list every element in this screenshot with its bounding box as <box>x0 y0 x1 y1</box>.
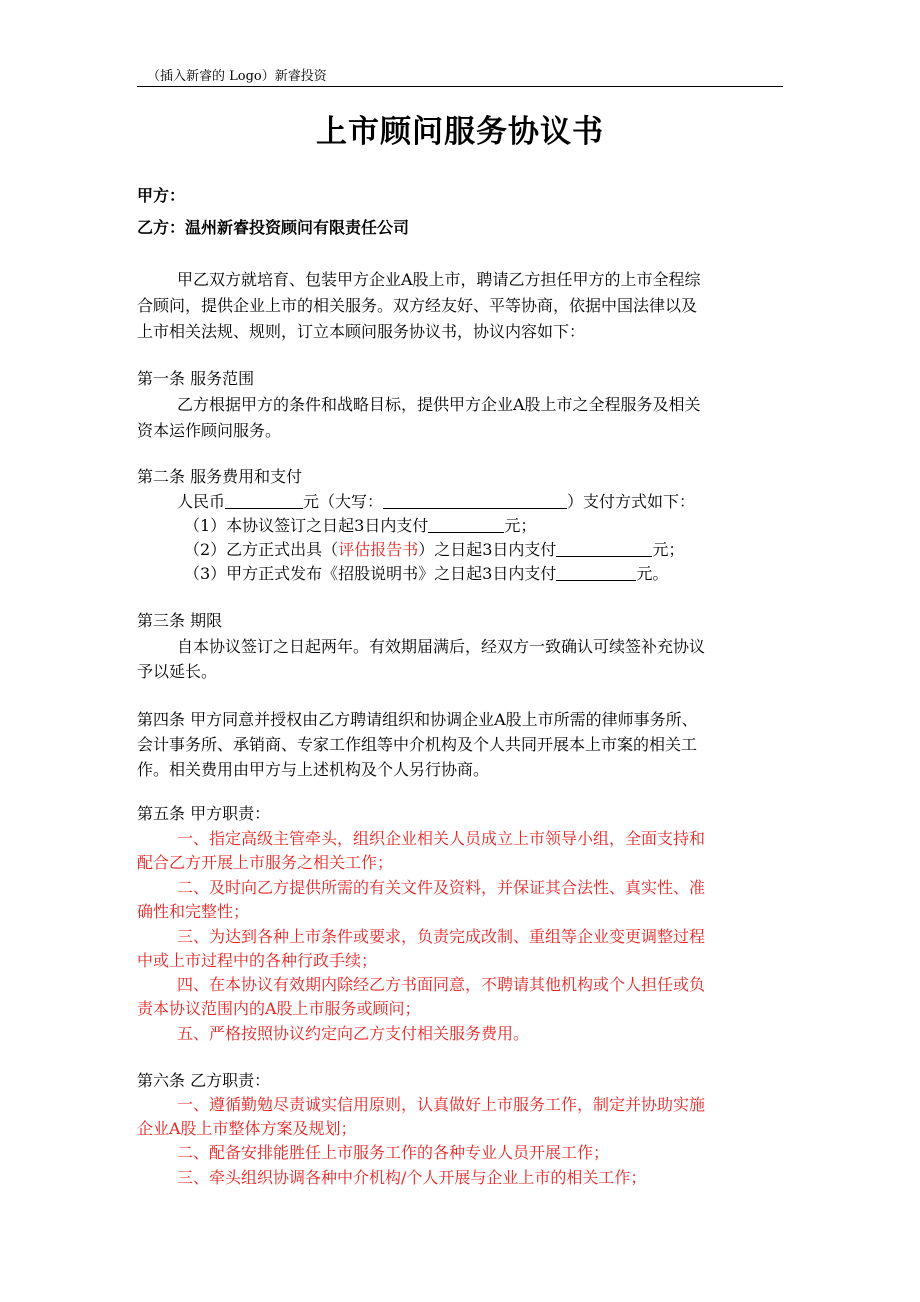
article-2-heading: 第二条 服务费用和支付 <box>137 467 303 486</box>
party-a-label: 甲方： <box>137 186 186 205</box>
article-5-line: 四、在本协议有效期内除经乙方书面同意，不聘请其他机构或个人担任或负 <box>177 975 706 994</box>
fee-item-1-text: （1）本协议签订之日起3日内支付 <box>184 516 429 535</box>
document-title: 上市顾问服务协议书 <box>316 114 604 150</box>
intro-line: 上市相关法规、规则，订立本顾问服务协议书，协议内容如下： <box>137 322 586 341</box>
article-5-line: 确性和完整性； <box>137 902 250 921</box>
article-5-heading: 第五条 甲方职责： <box>137 804 271 823</box>
article-1-line: 资本运作顾问服务。 <box>137 421 282 440</box>
fee-item-1-suffix: 元； <box>504 516 537 535</box>
fee-item-3-suffix: 元。 <box>636 564 669 583</box>
fee-item-2 <box>184 538 684 562</box>
article-1-line: 乙方根据甲方的条件和战略目标，提供甲方企业A股上市之全程服务及相关 <box>177 395 701 414</box>
article-6-heading: 第六条 乙方职责： <box>137 1071 271 1090</box>
intro-line: 合顾问，提供企业上市的相关服务。双方经友好、平等协商，依据中国法律以及 <box>137 296 698 315</box>
amount-blank[interactable] <box>225 492 303 509</box>
fee-item-2-text: （2）乙方正式出具（ <box>184 540 339 559</box>
article-5-line: 五、严格按照协议约定向乙方支付相关服务费用。 <box>177 1024 530 1043</box>
article-4-line: 作。相关费用由甲方与上述机构及个人另行协商。 <box>137 760 490 779</box>
header-text: （插入新睿的 Logo）新睿投资 <box>147 69 327 84</box>
page-header <box>137 62 783 87</box>
fee-item-1-blank[interactable] <box>428 516 504 533</box>
rmb-label: 人民币 <box>177 492 226 511</box>
article-6-line: 三、牵头组织协调各种中介机构/个人开展与企业上市的相关工作； <box>177 1168 647 1187</box>
fee-item-2-blank[interactable] <box>556 540 652 557</box>
article-4-line: 第四条 甲方同意并授权由乙方聘请组织和协调企业A股上市所需的律师事务所、 <box>137 710 698 729</box>
article-5-line: 一、指定高级主管牵头，组织企业相关人员成立上市领导小组，全面支持和 <box>177 829 706 848</box>
article-3-line: 予以延长。 <box>137 662 218 681</box>
article-5-line: 二、及时向乙方提供所需的有关文件及资料，并保证其合法性、真实性、准 <box>177 878 706 897</box>
article-5-line: 三、为达到各种上市条件或要求，负责完成改制、重组等企业变更调整过程 <box>177 927 706 946</box>
article-6-line: 企业A股上市整体方案及规划； <box>137 1119 357 1138</box>
fee-item-3 <box>184 562 668 586</box>
article-5-line: 配合乙方开展上市服务之相关工作； <box>137 853 394 872</box>
article-1-heading: 第一条 服务范围 <box>137 369 255 388</box>
intro-line: 甲乙双方就培育、包装甲方企业A股上市，聘请乙方担任甲方的上市全程综 <box>177 270 701 289</box>
article-6-line: 二、配备安排能胜任上市服务工作的各种专业人员开展工作； <box>177 1143 610 1162</box>
fee-total-line <box>177 490 695 514</box>
party-b-label: 乙方：温州新睿投资顾问有限责任公司 <box>137 218 410 237</box>
fee-item-2-red-text: 评估报告书 <box>338 540 419 559</box>
fee-item-3-text: （3）甲方正式发布《招股说明书》之日起3日内支付 <box>184 564 557 583</box>
article-4-line: 会计事务所、承销商、专家工作组等中介机构及个人共同开展本上市案的相关工 <box>137 735 698 754</box>
yuan-big-label: 元（大写： <box>303 492 384 511</box>
article-6-line: 一、遵循勤勉尽责诚实信用原则，认真做好上市服务工作，制定并协助实施 <box>177 1095 706 1114</box>
fee-item-2-suffix: 元； <box>652 540 685 559</box>
fee-item-2-text-b: ）之日起3日内支付 <box>418 540 557 559</box>
fee-item-3-blank[interactable] <box>556 564 636 581</box>
article-3-heading: 第三条 期限 <box>137 611 223 630</box>
fee-item-1 <box>184 514 536 538</box>
pay-method-label: ）支付方式如下： <box>567 492 696 511</box>
article-5-line: 责本协议范围内的A股上市服务或顾问； <box>137 999 421 1018</box>
article-5-line: 中或上市过程中的各种行政手续； <box>137 951 378 970</box>
article-3-line: 自本协议签订之日起两年。有效期届满后，经双方一致确认可续签补充协议 <box>177 637 706 656</box>
amount-words-blank[interactable] <box>383 492 567 509</box>
